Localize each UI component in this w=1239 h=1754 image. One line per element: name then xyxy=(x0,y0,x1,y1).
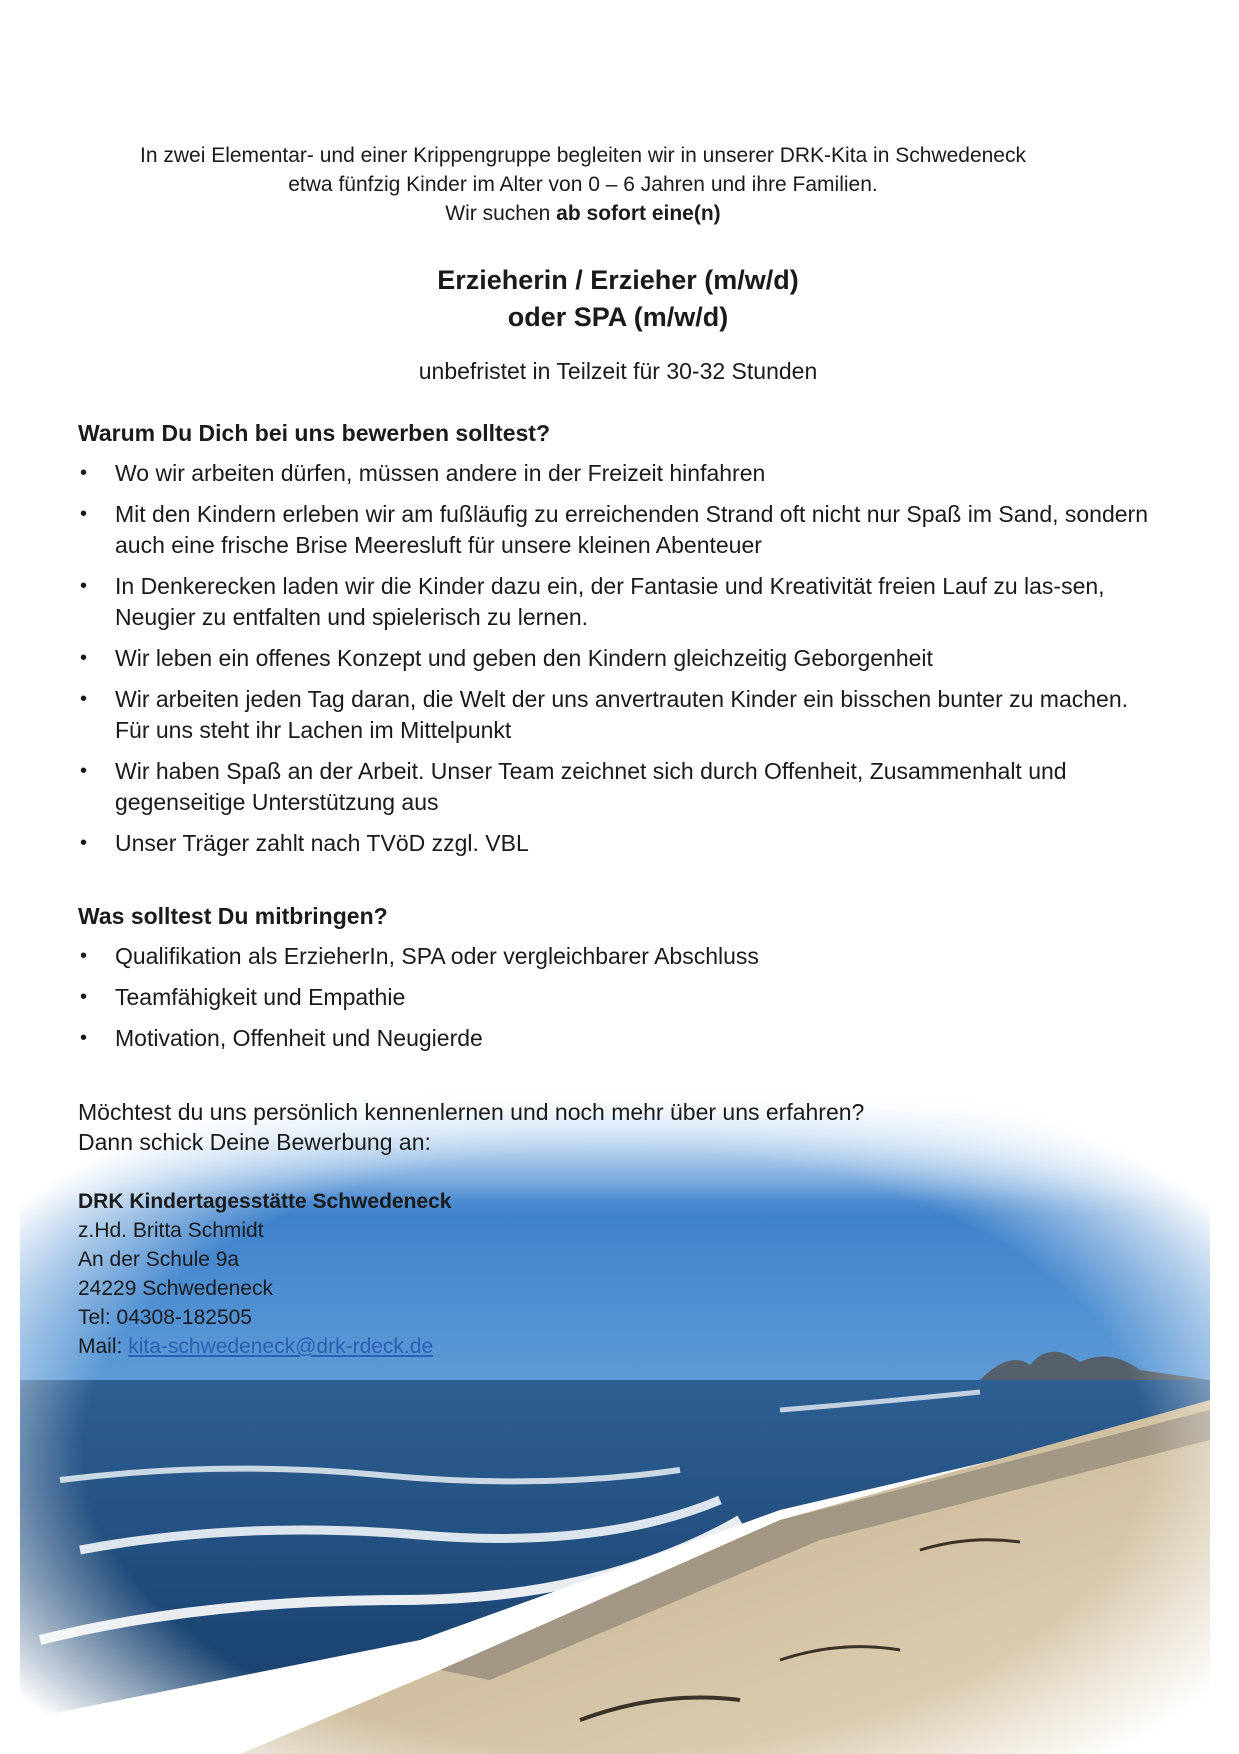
list-item-text: Qualifikation als ErzieherIn, SPA oder vergleichbarer Abschluss xyxy=(115,943,759,969)
job-title xyxy=(78,262,1158,336)
intro-line-1: In zwei Elementar- und einer Krippengruppe begleiten wir in unserer DRK-Kita in Schwedeneck xyxy=(140,144,1026,167)
list-item-text: Wir leben ein offenes Konzept und geben den Kindern gleichzeitig Geborgenheit xyxy=(115,645,933,671)
list-item-text: Unser Träger zahlt nach TVöD zzgl. VBL xyxy=(115,830,529,856)
list-item xyxy=(78,1023,1168,1054)
address-mail-label: Mail: xyxy=(78,1335,129,1358)
list-item-text: Motivation, Offenheit und Neugierde xyxy=(115,1025,483,1051)
intro-line-3 xyxy=(78,199,1088,228)
address-city: 24229 Schwedeneck xyxy=(78,1277,273,1300)
address-tel: Tel: 04308-182505 xyxy=(78,1306,252,1329)
intro-text xyxy=(78,141,1088,228)
list-item-text: Wir haben Spaß an der Arbeit. Unser Team zeichnet sich durch Offenheit, Zusammenhalt und gegenseitige Unterstützung aus xyxy=(115,758,1067,815)
email-link[interactable]: kita-schwedeneck@drk-rdeck.de xyxy=(128,1335,434,1358)
list-item xyxy=(78,756,1168,818)
closing-line-2: Dann schick Deine Bewerbung an: xyxy=(78,1129,431,1155)
bullet-icon: • xyxy=(80,760,88,782)
bullet-icon: • xyxy=(80,462,88,484)
job-subtitle: unbefristet in Teilzeit für 30-32 Stunden xyxy=(418,358,818,384)
address-mail-row xyxy=(78,1332,451,1361)
list-item xyxy=(78,571,1168,633)
job-title-line-1: Erzieherin / Erzieher (m/w/d) xyxy=(437,265,799,295)
list-item xyxy=(78,941,1168,972)
bring-heading: Was solltest Du mitbringen? xyxy=(78,903,388,929)
bring-list xyxy=(78,941,1168,1064)
bullet-icon: • xyxy=(80,945,88,967)
list-item xyxy=(78,499,1168,561)
why-list xyxy=(78,458,1168,869)
bullet-icon: • xyxy=(80,575,88,597)
list-item-text: Wir arbeiten jeden Tag daran, die Welt der uns anvertrauten Kinder ein bisschen bunter zu machen. Für uns steht ihr Lachen im Mittelpunkt xyxy=(115,686,1129,743)
why-heading: Warum Du Dich bei uns bewerben solltest? xyxy=(78,420,550,446)
list-item xyxy=(78,828,1168,859)
intro-line-3-bold: ab sofort eine(n) xyxy=(556,202,721,225)
list-item-text: Mit den Kindern erleben wir am fußläufig zu erreichenden Strand oft nicht nur Spaß im Sand, sondern auch eine frische Brise Meeresluft für unsere kleinen Abenteuer xyxy=(115,501,1149,558)
job-title-line-2: oder SPA (m/w/d) xyxy=(507,302,729,332)
beach-photo xyxy=(20,1080,1210,1754)
bullet-icon: • xyxy=(80,832,88,854)
list-item xyxy=(78,458,1168,489)
list-item-text: Teamfähigkeit und Empathie xyxy=(115,984,406,1010)
contact-address xyxy=(78,1187,451,1361)
bullet-icon: • xyxy=(80,688,88,710)
bullet-icon: • xyxy=(80,503,88,525)
address-org: DRK Kindertagesstätte Schwedeneck xyxy=(78,1190,452,1213)
list-item xyxy=(78,684,1168,746)
address-attn: z.Hd. Britta Schmidt xyxy=(78,1219,264,1242)
closing-text xyxy=(78,1097,1168,1157)
list-item-text: In Denkerecken laden wir die Kinder dazu ein, der Fantasie und Kreativität freien Lauf zu las-sen, Neugier zu entfalten und spielerisch zu lernen. xyxy=(115,573,1105,630)
bullet-icon: • xyxy=(80,647,88,669)
intro-line-2: etwa fünfzig Kinder im Alter von 0 – 6 Jahren und ihre Familien. xyxy=(288,173,878,196)
bullet-icon: • xyxy=(80,1027,88,1049)
address-street: An der Schule 9a xyxy=(78,1248,240,1271)
list-item-text: Wo wir arbeiten dürfen, müssen andere in der Freizeit hinfahren xyxy=(115,460,766,486)
intro-line-3-prefix: Wir suchen xyxy=(445,202,557,225)
bullet-icon: • xyxy=(80,986,88,1008)
list-item xyxy=(78,982,1168,1013)
list-item xyxy=(78,643,1168,674)
closing-line-1: Möchtest du uns persönlich kennenlernen und noch mehr über uns erfahren? xyxy=(78,1099,865,1125)
